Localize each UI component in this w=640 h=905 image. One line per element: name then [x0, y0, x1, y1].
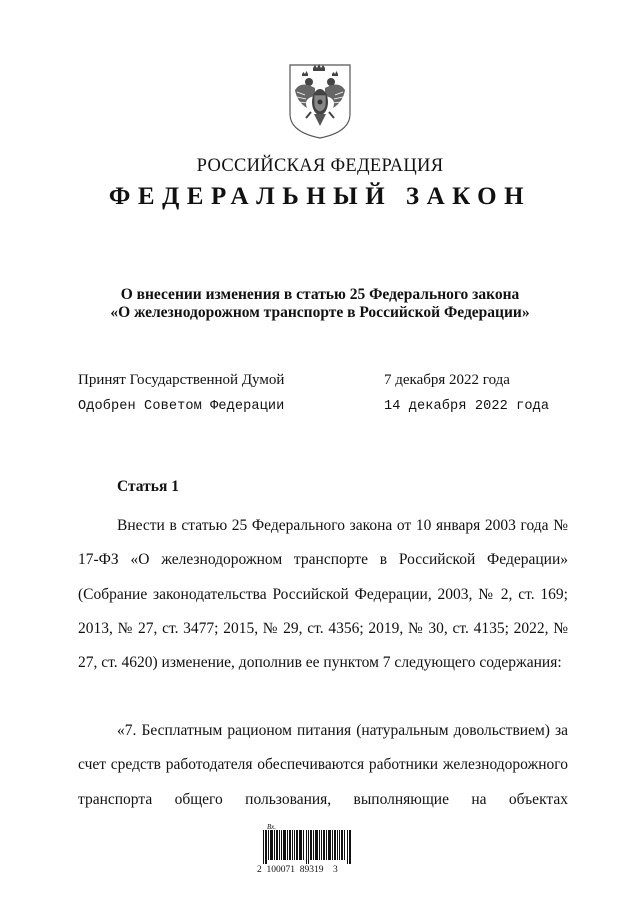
paragraph-text: «7. Бесплатным рационом питания (натуральным довольствием) за счет средств работодателя обеспечиваются работники железнодорожного транспорта общего пользования, выполняющие на объектах	[78, 722, 568, 808]
law-title	[0, 286, 640, 322]
law-title-line1: О внесении изменения в статью 25 Федерального закона	[120, 286, 520, 303]
paragraph-text: Внести в статью 25 Федерального закона от 10 января 2003 года № 17-ФЗ «О железнодорожном транспорте в Российской Федерации» (Собрание законодательства Российской Федерации, 2003, № 2, ст. 169; 2013, № 27, ст. 3477; 2015, № 29, ст. 4356; 2019, № 30, ст. 4135; 2022, № 27, ст. 4620) изменение, дополнив ее пунктом 7 следующего содержания:	[78, 517, 568, 672]
handwritten-stamp: Вх.	[267, 823, 277, 831]
document-type-heading: ФЕДЕРАЛЬНЫЙ ЗАКОН	[108, 183, 532, 210]
coat-of-arms-icon	[287, 62, 353, 140]
barcode-icon	[263, 830, 353, 864]
duma-adoption-label: Принят Государственной Думой	[78, 372, 285, 388]
article-paragraph-2	[78, 714, 568, 817]
country-heading: РОССИЙСКАЯ ФЕДЕРАЦИЯ	[196, 156, 444, 176]
duma-adoption-date: 7 декабря 2022 года	[384, 372, 510, 388]
council-approval-label: Одобрен Советом Федерации	[78, 399, 285, 414]
council-approval-date: 14 декабря 2022 года	[384, 399, 550, 414]
law-title-line2: «О железнодорожном транспорте в Российской Федерации»	[110, 304, 530, 321]
barcode-number: 2 100071 89319 3	[257, 865, 338, 875]
article-paragraph-1	[78, 509, 568, 680]
article-heading: Статья 1	[117, 478, 179, 495]
